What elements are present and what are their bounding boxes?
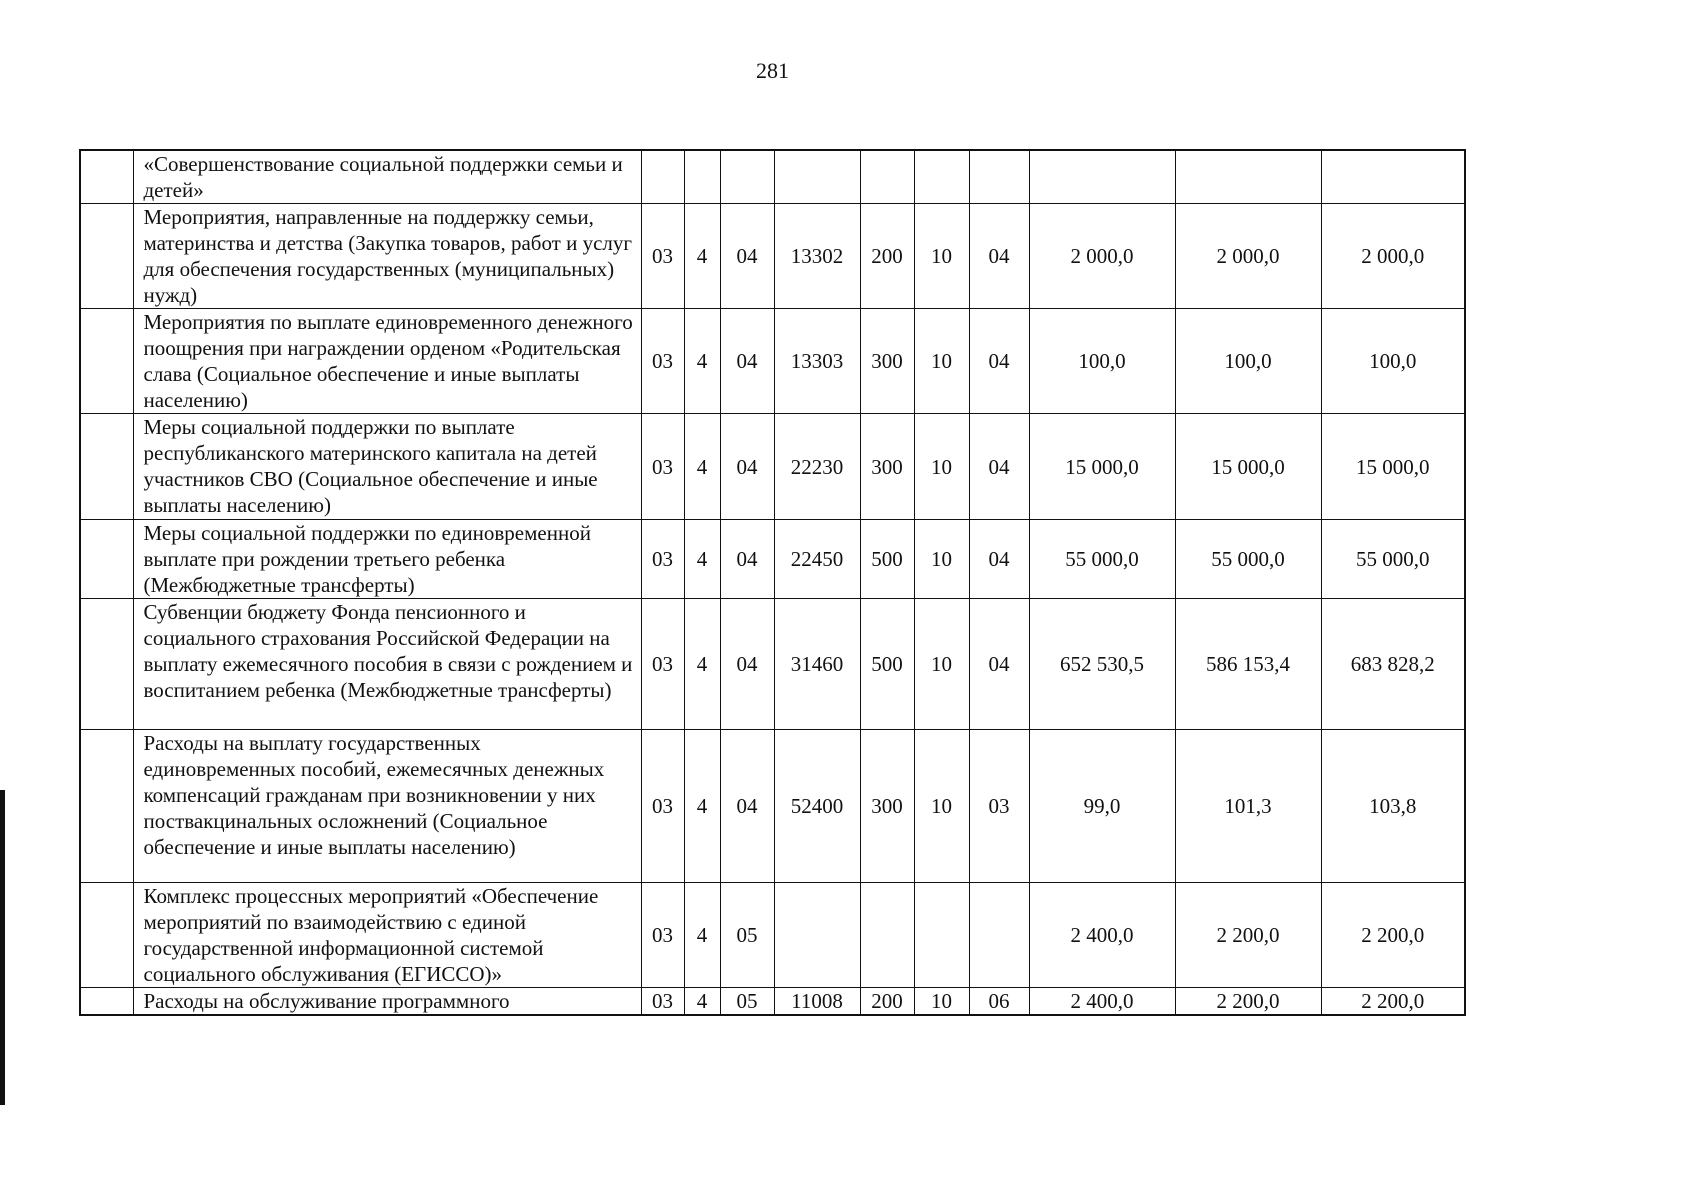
row-name-cell: Меры социальной поддержки по единовременной выплате при рождении третьего ребенка (Межбюджетные трансферты) bbox=[133, 520, 641, 599]
subsection-code-cell: 04 bbox=[969, 204, 1029, 309]
expense-type-cell: 300 bbox=[860, 730, 914, 883]
amount-year-1-cell: 2 400,0 bbox=[1029, 883, 1175, 988]
amount-year-1-cell: 100,0 bbox=[1029, 309, 1175, 414]
expense-code-cell bbox=[774, 883, 860, 988]
section-code-cell: 10 bbox=[914, 309, 969, 414]
subsection-code-cell: 06 bbox=[969, 988, 1029, 1016]
subprogram-code-cell: 4 bbox=[684, 309, 720, 414]
subsection-code-cell: 04 bbox=[969, 599, 1029, 730]
program-code-cell: 03 bbox=[641, 520, 684, 599]
program-code-cell: 03 bbox=[641, 730, 684, 883]
row-number-cell bbox=[80, 150, 133, 204]
subsection-code-cell: 03 bbox=[969, 730, 1029, 883]
row-number-cell bbox=[80, 309, 133, 414]
row-number-cell bbox=[80, 204, 133, 309]
program-code-cell: 03 bbox=[641, 204, 684, 309]
direction-code-cell: 04 bbox=[720, 520, 774, 599]
direction-code-cell bbox=[720, 150, 774, 204]
subprogram-code-cell: 4 bbox=[684, 599, 720, 730]
row-number-cell bbox=[80, 883, 133, 988]
amount-year-2-cell: 55 000,0 bbox=[1175, 520, 1321, 599]
section-code-cell: 10 bbox=[914, 414, 969, 520]
row-number-cell bbox=[80, 730, 133, 883]
row-number-cell bbox=[80, 599, 133, 730]
subprogram-code-cell: 4 bbox=[684, 204, 720, 309]
table-row bbox=[80, 150, 1465, 204]
table-row bbox=[80, 599, 1465, 730]
amount-year-1-cell: 15 000,0 bbox=[1029, 414, 1175, 520]
direction-code-cell: 05 bbox=[720, 883, 774, 988]
expense-type-cell: 300 bbox=[860, 309, 914, 414]
amount-year-3-cell bbox=[1321, 150, 1465, 204]
amount-year-1-cell bbox=[1029, 150, 1175, 204]
amount-year-3-cell: 683 828,2 bbox=[1321, 599, 1465, 730]
row-name-cell: Мероприятия, направленные на поддержку семьи, материнства и детства (Закупка товаров, работ и услуг для обеспечения государственных (муниципальных) нужд) bbox=[133, 204, 641, 309]
program-code-cell: 03 bbox=[641, 309, 684, 414]
program-code-cell: 03 bbox=[641, 599, 684, 730]
expense-type-cell: 500 bbox=[860, 599, 914, 730]
subsection-code-cell: 04 bbox=[969, 520, 1029, 599]
amount-year-3-cell: 103,8 bbox=[1321, 730, 1465, 883]
table-row bbox=[80, 730, 1465, 883]
direction-code-cell: 04 bbox=[720, 730, 774, 883]
expense-type-cell: 200 bbox=[860, 988, 914, 1016]
direction-code-cell: 04 bbox=[720, 414, 774, 520]
subprogram-code-cell bbox=[684, 150, 720, 204]
row-number-cell bbox=[80, 988, 133, 1016]
table-row bbox=[80, 883, 1465, 988]
direction-code-cell: 04 bbox=[720, 309, 774, 414]
subsection-code-cell: 04 bbox=[969, 309, 1029, 414]
row-name-cell: Расходы на обслуживание программного bbox=[133, 988, 641, 1016]
amount-year-1-cell: 652 530,5 bbox=[1029, 599, 1175, 730]
subprogram-code-cell: 4 bbox=[684, 988, 720, 1016]
row-name-cell: Субвенции бюджету Фонда пенсионного и социального страхования Российской Федерации на выплату ежемесячного пособия в связи с рождением и воспитанием ребенка (Межбюджетные трансферты) bbox=[133, 599, 641, 730]
row-number-cell bbox=[80, 520, 133, 599]
amount-year-2-cell bbox=[1175, 150, 1321, 204]
row-name-cell: Расходы на выплату государственных единовременных пособий, ежемесячных денежных компенсаций гражданам при возникновении у них поствакцинальных осложнений (Социальное обеспечение и иные выплаты населению) bbox=[133, 730, 641, 883]
subsection-code-cell bbox=[969, 150, 1029, 204]
expense-type-cell bbox=[860, 150, 914, 204]
expense-code-cell: 52400 bbox=[774, 730, 860, 883]
subprogram-code-cell: 4 bbox=[684, 414, 720, 520]
section-code-cell: 10 bbox=[914, 599, 969, 730]
expense-code-cell: 13303 bbox=[774, 309, 860, 414]
expense-type-cell: 200 bbox=[860, 204, 914, 309]
direction-code-cell: 05 bbox=[720, 988, 774, 1016]
amount-year-1-cell: 99,0 bbox=[1029, 730, 1175, 883]
row-number-cell bbox=[80, 414, 133, 520]
scan-edge-mark bbox=[0, 790, 5, 1105]
table-body bbox=[80, 150, 1465, 1015]
section-code-cell bbox=[914, 883, 969, 988]
direction-code-cell: 04 bbox=[720, 204, 774, 309]
row-name-cell: Меры социальной поддержки по выплате республиканского материнского капитала на детей участников СВО (Социальное обеспечение и иные выплаты населению) bbox=[133, 414, 641, 520]
expense-code-cell: 13302 bbox=[774, 204, 860, 309]
expense-type-cell: 300 bbox=[860, 414, 914, 520]
row-name-cell: Комплекс процессных мероприятий «Обеспечение мероприятий по взаимодействию с единой государственной информационной системой социального обслуживания (ЕГИССО)» bbox=[133, 883, 641, 988]
amount-year-2-cell: 2 000,0 bbox=[1175, 204, 1321, 309]
expense-code-cell: 22230 bbox=[774, 414, 860, 520]
subsection-code-cell bbox=[969, 883, 1029, 988]
section-code-cell: 10 bbox=[914, 730, 969, 883]
table-row bbox=[80, 520, 1465, 599]
row-name-cell: «Совершенствование социальной поддержки семьи и детей» bbox=[133, 150, 641, 204]
program-code-cell: 03 bbox=[641, 988, 684, 1016]
section-code-cell: 10 bbox=[914, 988, 969, 1016]
amount-year-2-cell: 100,0 bbox=[1175, 309, 1321, 414]
section-code-cell: 10 bbox=[914, 520, 969, 599]
direction-code-cell: 04 bbox=[720, 599, 774, 730]
amount-year-2-cell: 101,3 bbox=[1175, 730, 1321, 883]
amount-year-2-cell: 15 000,0 bbox=[1175, 414, 1321, 520]
expense-type-cell: 500 bbox=[860, 520, 914, 599]
expense-code-cell: 31460 bbox=[774, 599, 860, 730]
expense-type-cell bbox=[860, 883, 914, 988]
amount-year-1-cell: 2 400,0 bbox=[1029, 988, 1175, 1016]
program-code-cell: 03 bbox=[641, 883, 684, 988]
subprogram-code-cell: 4 bbox=[684, 520, 720, 599]
table-row bbox=[80, 204, 1465, 309]
amount-year-3-cell: 2 000,0 bbox=[1321, 204, 1465, 309]
expense-code-cell bbox=[774, 150, 860, 204]
budget-table bbox=[79, 149, 1466, 1016]
section-code-cell bbox=[914, 150, 969, 204]
amount-year-3-cell: 55 000,0 bbox=[1321, 520, 1465, 599]
amount-year-2-cell: 586 153,4 bbox=[1175, 599, 1321, 730]
amount-year-3-cell: 2 200,0 bbox=[1321, 883, 1465, 988]
table-row bbox=[80, 414, 1465, 520]
amount-year-1-cell: 2 000,0 bbox=[1029, 204, 1175, 309]
table-row bbox=[80, 309, 1465, 414]
table-row bbox=[80, 988, 1465, 1016]
subsection-code-cell: 04 bbox=[969, 414, 1029, 520]
expense-code-cell: 22450 bbox=[774, 520, 860, 599]
amount-year-2-cell: 2 200,0 bbox=[1175, 883, 1321, 988]
program-code-cell bbox=[641, 150, 684, 204]
page-number: 281 bbox=[756, 58, 789, 83]
amount-year-3-cell: 15 000,0 bbox=[1321, 414, 1465, 520]
section-code-cell: 10 bbox=[914, 204, 969, 309]
amount-year-3-cell: 2 200,0 bbox=[1321, 988, 1465, 1016]
subprogram-code-cell: 4 bbox=[684, 883, 720, 988]
row-name-cell: Мероприятия по выплате единовременного денежного поощрения при награждении орденом «Родительская слава (Социальное обеспечение и иные выплаты населению) bbox=[133, 309, 641, 414]
amount-year-1-cell: 55 000,0 bbox=[1029, 520, 1175, 599]
program-code-cell: 03 bbox=[641, 414, 684, 520]
subprogram-code-cell: 4 bbox=[684, 730, 720, 883]
amount-year-2-cell: 2 200,0 bbox=[1175, 988, 1321, 1016]
expense-code-cell: 11008 bbox=[774, 988, 860, 1016]
amount-year-3-cell: 100,0 bbox=[1321, 309, 1465, 414]
